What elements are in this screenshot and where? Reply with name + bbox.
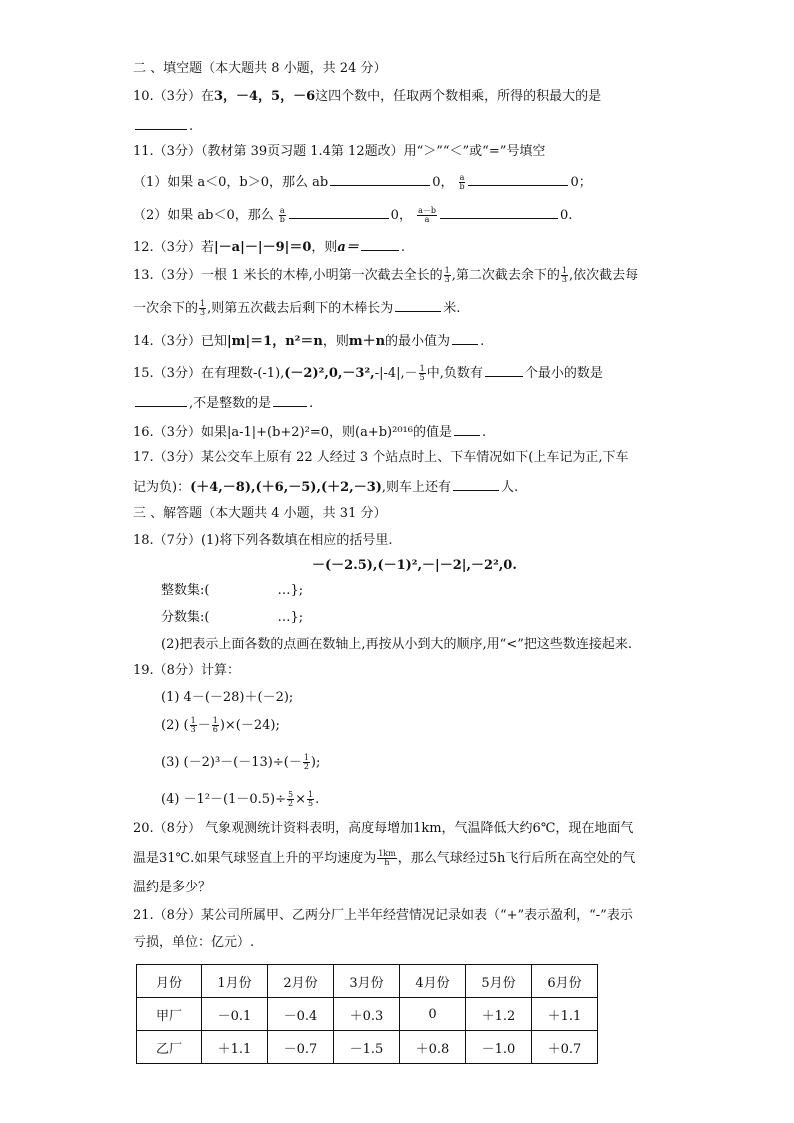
q17-end: 人.: [501, 480, 519, 495]
q18-part2: (2)把表示上面各数的点画在数轴上,再按从小到大的顺序,用“<”把这些数连接起来.: [161, 637, 632, 652]
answer-blank[interactable]: [135, 393, 187, 407]
q15-tail: 中,负数有: [426, 366, 483, 381]
table-cell: ＋0.8: [400, 1031, 466, 1064]
q12-var: a＝: [337, 240, 359, 255]
question-12: [133, 237, 405, 257]
table-cell: －1.0: [466, 1031, 532, 1064]
q18-numbers: －(－2.5),(－1)²,－|－2|,－2²,0.: [312, 558, 517, 573]
q11-p2-text: （2）如果 ab＜0，那么: [133, 208, 274, 223]
q15-mid: -|-4|,－: [374, 366, 418, 381]
question-20: 20.（8分） 气象观测统计资料表明，高度每增加1km，气温降低大约6℃，现在地面气: [133, 821, 634, 836]
expr-text: (2) (: [161, 718, 189, 733]
answer-blank[interactable]: [135, 116, 187, 130]
set-ellipsis: …};: [277, 610, 304, 625]
table-header-cell: 月份: [137, 965, 202, 998]
q11-p2-end: 0.: [559, 208, 573, 223]
table-row: [137, 998, 598, 1031]
table-header-cell: 3月份: [334, 965, 400, 998]
table-cell: 甲厂: [137, 998, 202, 1031]
expr-text: (3) (－2)³－(－13)÷(－: [161, 755, 302, 770]
set-ellipsis: …};: [277, 583, 304, 598]
profit-loss-table: [136, 964, 598, 1064]
fraction: $\frac{1}{3}$: [200, 299, 206, 317]
table-cell: ＋0.7: [532, 1031, 598, 1064]
q16-text: 16.（3分）如果|a-1|+(b+2)²=0，则(a+b)²⁰¹⁶的值是: [133, 425, 452, 440]
q12-head: 12.（3分）若: [133, 240, 214, 255]
q14-expr1: |m|＝1，n²＝n: [226, 334, 323, 349]
answer-blank[interactable]: [330, 172, 430, 186]
q16-end: .: [481, 425, 487, 440]
q12-mid: ，则: [311, 240, 338, 255]
q13-text-e: ,则第五次截去后剩下的木棒长为: [207, 301, 394, 316]
q17-line2: [133, 477, 518, 497]
q13-text-c: ,依次截去每: [568, 268, 639, 283]
table-header-cell: 4月份: [400, 965, 466, 998]
q19-expr1: (1) 4－(－28)＋(－2);: [161, 690, 294, 705]
q15-expr: (－2)²,0,－3²,: [284, 366, 375, 381]
table-cell: ＋1.1: [532, 998, 598, 1031]
fraction: $\frac{a}{b}$: [279, 206, 285, 224]
q14-mid: ，则: [322, 334, 349, 349]
q13-text-d: 一次余下的: [133, 301, 199, 316]
table-cell: －0.1: [202, 998, 268, 1031]
q10-tail: 这四个数中，任取两个数相乘，所得的积最大的是: [315, 89, 602, 104]
q14-end: .: [480, 334, 485, 349]
q20-text-a: 温是31℃.如果气球竖直上升的平均速度为: [133, 851, 377, 866]
answer-blank[interactable]: [440, 205, 558, 219]
fraction: $\frac{1}{5}$: [308, 790, 314, 808]
table-cell: 乙厂: [137, 1031, 202, 1064]
q13-text-a: 13.（3分）一根 1 米长的木棒,小明第一次截去全长的: [133, 268, 443, 283]
q20-line2: [133, 850, 635, 868]
answer-blank[interactable]: [452, 331, 478, 345]
q10-end: .: [189, 119, 194, 134]
q11-p1-text: （1）如果 a＜0，b＞0，那么 ab: [133, 175, 329, 190]
question-21: 21.（8分）某公司所属甲、乙两分厂上半年经营情况记录如表（“+”表示盈利，“-”表示: [133, 908, 633, 923]
expr-text: )×(－24);: [219, 718, 280, 733]
question-18: 18.（7分）(1)将下列各数填在相应的括号里.: [133, 533, 393, 548]
q15-line2: [133, 393, 313, 413]
fraction: $\frac{1}{6}$: [212, 716, 218, 734]
q19-expr2: [161, 717, 280, 735]
table-header-cell: 2月份: [268, 965, 334, 998]
question-11: 11.（3分）（教材第 39页习题 1.4第 12题改）用“＞”“＜”或“=”号填空: [133, 144, 546, 159]
section-title-solve: 三 、解答题（本大题共 4 小题，共 31 分）: [133, 506, 387, 521]
answer-blank[interactable]: [395, 298, 441, 312]
fraction: $\frac{a-b}{a}$: [418, 206, 436, 224]
section-title-fill-blank: 二 、填空题（本大题共 8 小题，共 24 分）: [133, 61, 387, 76]
q11-part2: [133, 205, 572, 225]
q17-text-a: 记为负)：: [133, 480, 191, 495]
table-cell: －0.4: [268, 998, 334, 1031]
table-cell: ＋1.1: [202, 1031, 268, 1064]
q11-p2-zero: 0，: [390, 208, 412, 223]
q14-expr2: m＋n: [348, 334, 386, 349]
answer-blank[interactable]: [468, 172, 568, 186]
q11-p1-zero: 0，: [432, 175, 454, 190]
fraction: $\frac{1}{3}$: [444, 266, 450, 284]
q10-head: 10.（3分）在: [133, 89, 214, 104]
fraction: $\frac{1}{3}$: [561, 266, 567, 284]
expr-text: (4) －1²－(1－0.5)÷: [161, 792, 287, 807]
expr-text: －: [197, 718, 211, 733]
q18-fraction-set: [161, 609, 303, 627]
q13-text-f: 米.: [443, 301, 461, 316]
q15-end: .: [309, 396, 314, 411]
answer-blank[interactable]: [485, 363, 523, 377]
q17-text-b: ,则车上还有: [381, 480, 452, 495]
q20-line3: 温约是多少？: [133, 880, 212, 895]
q12-end: .: [400, 240, 405, 255]
fraction: $\frac{1}{5}$: [419, 364, 425, 382]
q10-numbers: 3，－4，5，－6: [213, 89, 316, 104]
table-row: [137, 1031, 598, 1064]
q13-line2: [133, 298, 460, 318]
table-cell: －1.5: [334, 1031, 400, 1064]
q15-tail2: 个最小的数是: [524, 366, 603, 381]
table-header-cell: 6月份: [532, 965, 598, 998]
table-header-cell: 1月份: [202, 965, 268, 998]
q17-expr: (＋4,－8),(＋6,－5),(＋2,－3): [190, 480, 382, 495]
int-set-label: 整数集:(: [161, 583, 210, 598]
question-15: [133, 363, 603, 383]
answer-blank[interactable]: [361, 237, 399, 251]
answer-blank[interactable]: [289, 205, 389, 219]
q10-answer-line: [133, 116, 193, 136]
q11-p1-end: 0；: [570, 175, 592, 190]
table-cell: ＋0.3: [334, 998, 400, 1031]
expr-text: .: [315, 792, 320, 807]
fraction: $\frac{5}{2}$: [288, 790, 294, 808]
q14-tail: 的最小值为: [385, 334, 451, 349]
q19-expr3: [161, 754, 320, 772]
question-19: 19.（8分）计算：: [133, 663, 240, 678]
q15-line2-text: ,不是整数的是: [189, 396, 272, 411]
q11-part1: [133, 172, 592, 192]
table-cell: －0.7: [268, 1031, 334, 1064]
table-header-row: [137, 965, 598, 998]
expr-text: );: [310, 755, 321, 770]
question-14: [133, 331, 484, 351]
question-10: [133, 88, 601, 106]
answer-blank[interactable]: [453, 477, 499, 491]
q14-head: 14.（3分）已知: [133, 334, 227, 349]
q15-head: 15.（3分）在有理数-(-1),: [133, 366, 285, 381]
q18-integer-set: [161, 582, 303, 600]
table-cell: 0: [400, 998, 466, 1031]
table-header-cell: 5月份: [466, 965, 532, 998]
answer-blank[interactable]: [454, 422, 480, 436]
expr-text: ×: [295, 792, 307, 807]
table-cell: ＋1.2: [466, 998, 532, 1031]
answer-blank[interactable]: [273, 393, 307, 407]
frac-set-label: 分数集:(: [161, 610, 210, 625]
question-17: 17.（3分）某公交车上原有 22 人经过 3 个站点时上、下车情况如下(上车记为正,下车: [133, 450, 629, 465]
fraction: $\frac{a}{b}$: [459, 173, 465, 191]
fraction: $\frac{1}{2}$: [303, 753, 309, 771]
q19-expr4: [161, 791, 319, 809]
question-16: [133, 422, 486, 442]
q21-line2: 亏损，单位：亿元）.: [133, 935, 255, 950]
q12-expr: |－a|－|－9|＝0: [213, 240, 312, 255]
fraction: $\frac{1}{3}$: [190, 716, 196, 734]
question-13: [133, 267, 638, 285]
q20-text-b: ，那么气球经过5h飞行后所在高空处的气: [397, 851, 636, 866]
fraction: $\frac{1km}{h}$: [378, 849, 396, 867]
q13-text-b: ,第二次截去余下的: [451, 268, 560, 283]
